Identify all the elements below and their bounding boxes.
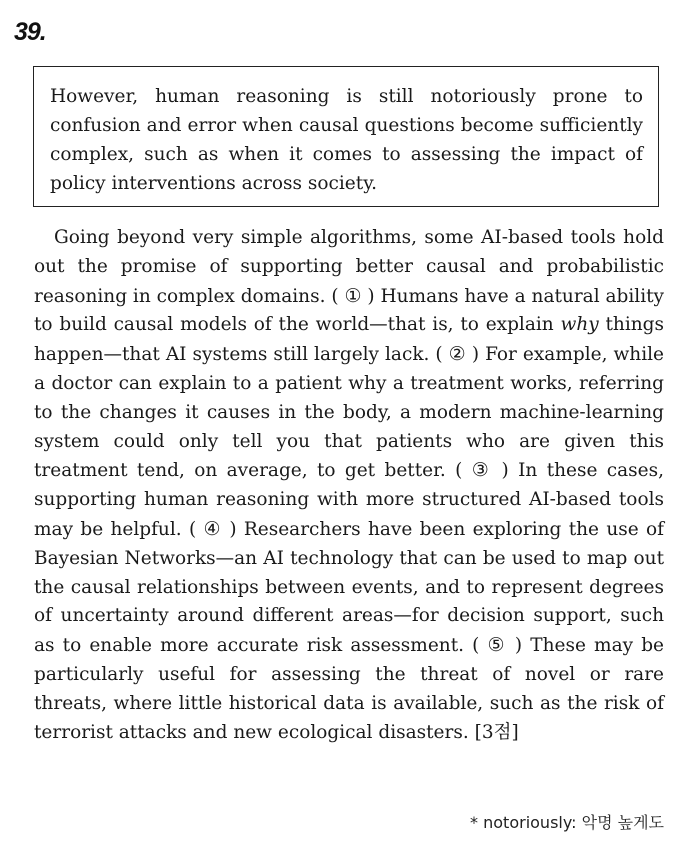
passage-text: ) These may be particularly useful for assessing the threat of novel or rare threats, where little historical data is available, such as the risk of terrorist attacks and new ecological disasters.	[34, 635, 664, 743]
question-number: 39.	[14, 18, 46, 46]
passage	[34, 224, 664, 747]
passage-text: things happen—that AI systems still largely lack. (	[34, 314, 664, 366]
passage-text: ) In these cases, supporting human reasoning with more structured AI-based tools may be helpful. (	[34, 460, 664, 540]
given-sentence: However, human reasoning is still notoriously prone to confusion and error when causal questions become sufficiently complex, such as when it comes to assessing the impact of policy interventions across society.	[50, 86, 643, 194]
given-sentence-box	[33, 66, 659, 207]
passage-text: ) Researchers have been exploring the use of Bayesian Networks—an AI technology that can be used to map out the causal relationships between events, and to represent degrees of uncertainty around different areas—for decision support, such as to enable more accurate risk assessment. (	[34, 518, 664, 657]
insertion-marker-3: ③	[471, 459, 493, 482]
insertion-marker-1: ①	[344, 284, 362, 307]
passage-text: ) For example, while a doctor can explain to a patient why a treatment works, referring to the changes it causes in the body, a modern machine-learning system could only tell you that patients who are given this treatment tend, on average, to get better. (	[34, 344, 664, 482]
points-label: [3점]	[474, 721, 519, 743]
insertion-marker-4: ④	[203, 517, 222, 540]
passage-text: ) Humans have a natural ability to build causal models of the world—that is, to explain	[34, 285, 665, 336]
footnote: * notoriously: 악명 높게도	[470, 813, 664, 832]
insertion-marker-5: ⑤	[487, 634, 507, 657]
emphasis-word: why	[560, 314, 599, 336]
passage-text: Going beyond very simple algorithms, some AI-based tools hold out the promise of supporting better causal and probabilistic reasoning in complex domains. (	[34, 227, 664, 307]
insertion-marker-2: ②	[448, 343, 466, 366]
